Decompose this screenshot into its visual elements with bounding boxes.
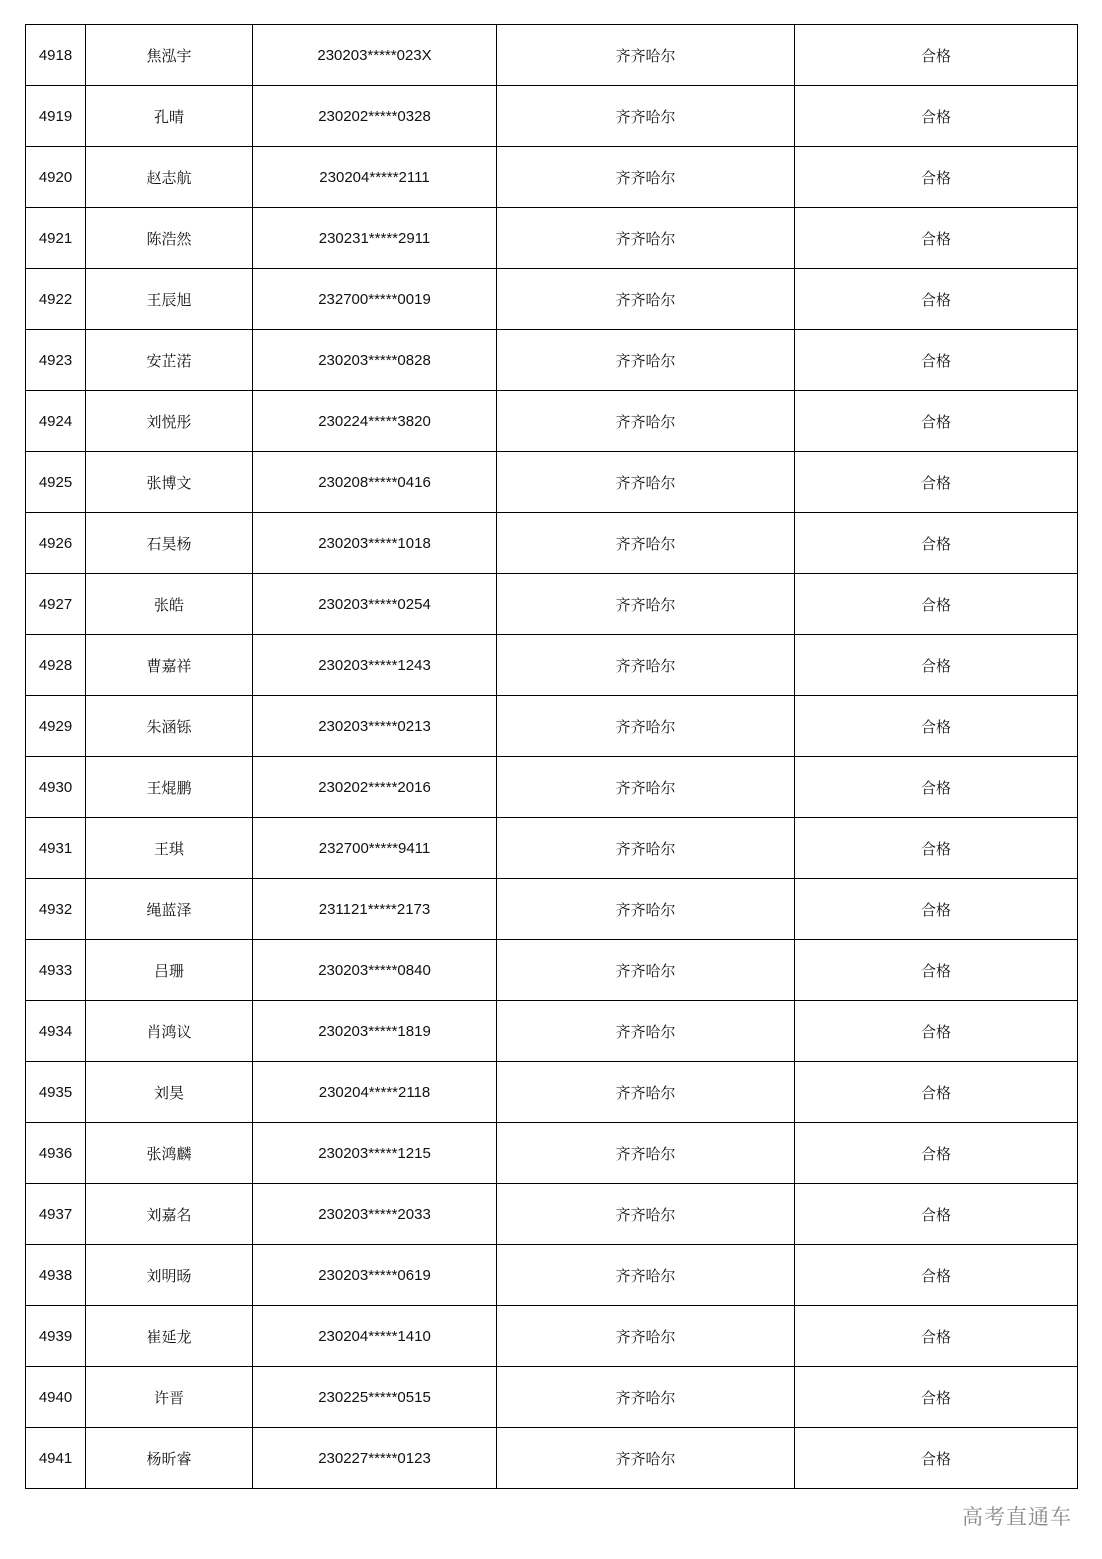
cell-id-number: 230204*****2111: [253, 147, 497, 208]
cell-city: 齐齐哈尔: [497, 25, 795, 86]
table-row: [26, 452, 1078, 513]
cell-id-number: 230224*****3820: [253, 391, 497, 452]
table-row: [26, 818, 1078, 879]
cell-candidate-name: 王焜鹏: [86, 757, 253, 818]
table-row: [26, 1184, 1078, 1245]
cell-result: 合格: [795, 757, 1078, 818]
cell-serial-number: 4933: [26, 940, 86, 1001]
cell-city: 齐齐哈尔: [497, 574, 795, 635]
cell-id-number: 230203*****0828: [253, 330, 497, 391]
cell-city: 齐齐哈尔: [497, 269, 795, 330]
cell-candidate-name: 张博文: [86, 452, 253, 513]
cell-id-number: 230225*****0515: [253, 1367, 497, 1428]
cell-serial-number: 4937: [26, 1184, 86, 1245]
cell-result: 合格: [795, 696, 1078, 757]
cell-serial-number: 4929: [26, 696, 86, 757]
cell-result: 合格: [795, 269, 1078, 330]
cell-serial-number: 4936: [26, 1123, 86, 1184]
cell-result: 合格: [795, 1062, 1078, 1123]
cell-serial-number: 4934: [26, 1001, 86, 1062]
table-row: [26, 879, 1078, 940]
table-row: [26, 574, 1078, 635]
cell-candidate-name: 安芷渃: [86, 330, 253, 391]
table-row: [26, 513, 1078, 574]
cell-id-number: 230231*****2911: [253, 208, 497, 269]
cell-serial-number: 4919: [26, 86, 86, 147]
cell-result: 合格: [795, 25, 1078, 86]
cell-candidate-name: 王琪: [86, 818, 253, 879]
cell-id-number: 230203*****1243: [253, 635, 497, 696]
cell-candidate-name: 许晋: [86, 1367, 253, 1428]
cell-candidate-name: 刘悦彤: [86, 391, 253, 452]
cell-result: 合格: [795, 940, 1078, 1001]
cell-serial-number: 4926: [26, 513, 86, 574]
cell-result: 合格: [795, 1428, 1078, 1489]
cell-city: 齐齐哈尔: [497, 208, 795, 269]
table-row: [26, 1245, 1078, 1306]
table-row: [26, 757, 1078, 818]
cell-candidate-name: 王辰旭: [86, 269, 253, 330]
cell-result: 合格: [795, 635, 1078, 696]
cell-candidate-name: 陈浩然: [86, 208, 253, 269]
cell-candidate-name: 张皓: [86, 574, 253, 635]
cell-result: 合格: [795, 1001, 1078, 1062]
cell-id-number: 230204*****2118: [253, 1062, 497, 1123]
cell-city: 齐齐哈尔: [497, 635, 795, 696]
cell-result: 合格: [795, 147, 1078, 208]
table-row: [26, 1367, 1078, 1428]
cell-serial-number: 4932: [26, 879, 86, 940]
cell-city: 齐齐哈尔: [497, 1367, 795, 1428]
cell-city: 齐齐哈尔: [497, 513, 795, 574]
cell-id-number: 230208*****0416: [253, 452, 497, 513]
cell-id-number: 230227*****0123: [253, 1428, 497, 1489]
cell-result: 合格: [795, 1245, 1078, 1306]
cell-serial-number: 4940: [26, 1367, 86, 1428]
table-row: [26, 147, 1078, 208]
cell-city: 齐齐哈尔: [497, 1123, 795, 1184]
cell-id-number: 230203*****1215: [253, 1123, 497, 1184]
table-row: [26, 86, 1078, 147]
cell-city: 齐齐哈尔: [497, 696, 795, 757]
cell-city: 齐齐哈尔: [497, 86, 795, 147]
table-row: [26, 269, 1078, 330]
cell-city: 齐齐哈尔: [497, 1245, 795, 1306]
cell-result: 合格: [795, 513, 1078, 574]
cell-id-number: 230203*****1018: [253, 513, 497, 574]
table-row: [26, 1123, 1078, 1184]
cell-candidate-name: 绳蓝泽: [86, 879, 253, 940]
cell-serial-number: 4920: [26, 147, 86, 208]
cell-id-number: 230204*****1410: [253, 1306, 497, 1367]
cell-serial-number: 4921: [26, 208, 86, 269]
cell-candidate-name: 曹嘉祥: [86, 635, 253, 696]
cell-serial-number: 4941: [26, 1428, 86, 1489]
cell-result: 合格: [795, 1123, 1078, 1184]
cell-city: 齐齐哈尔: [497, 879, 795, 940]
table-row: [26, 1062, 1078, 1123]
table-row: [26, 1001, 1078, 1062]
table-row: [26, 635, 1078, 696]
cell-city: 齐齐哈尔: [497, 452, 795, 513]
cell-city: 齐齐哈尔: [497, 1306, 795, 1367]
cell-id-number: 230203*****023X: [253, 25, 497, 86]
cell-id-number: 232700*****0019: [253, 269, 497, 330]
cell-serial-number: 4928: [26, 635, 86, 696]
cell-serial-number: 4930: [26, 757, 86, 818]
cell-result: 合格: [795, 1367, 1078, 1428]
cell-result: 合格: [795, 1184, 1078, 1245]
table-row: [26, 208, 1078, 269]
cell-candidate-name: 杨昕睿: [86, 1428, 253, 1489]
table-row: [26, 696, 1078, 757]
cell-candidate-name: 焦泓宇: [86, 25, 253, 86]
cell-city: 齐齐哈尔: [497, 1184, 795, 1245]
cell-serial-number: 4935: [26, 1062, 86, 1123]
cell-result: 合格: [795, 86, 1078, 147]
cell-id-number: 230202*****2016: [253, 757, 497, 818]
cell-candidate-name: 肖鸿议: [86, 1001, 253, 1062]
cell-result: 合格: [795, 452, 1078, 513]
roster-table: [25, 24, 1078, 1489]
cell-city: 齐齐哈尔: [497, 940, 795, 1001]
cell-serial-number: 4924: [26, 391, 86, 452]
cell-result: 合格: [795, 879, 1078, 940]
cell-serial-number: 4918: [26, 25, 86, 86]
cell-city: 齐齐哈尔: [497, 818, 795, 879]
cell-candidate-name: 刘昊: [86, 1062, 253, 1123]
cell-result: 合格: [795, 330, 1078, 391]
roster-body: [26, 25, 1078, 1489]
cell-serial-number: 4927: [26, 574, 86, 635]
cell-candidate-name: 石昊杨: [86, 513, 253, 574]
cell-id-number: 230203*****0619: [253, 1245, 497, 1306]
cell-id-number: 232700*****9411: [253, 818, 497, 879]
cell-serial-number: 4922: [26, 269, 86, 330]
cell-city: 齐齐哈尔: [497, 147, 795, 208]
cell-city: 齐齐哈尔: [497, 330, 795, 391]
cell-candidate-name: 张鸿麟: [86, 1123, 253, 1184]
cell-candidate-name: 孔晴: [86, 86, 253, 147]
cell-result: 合格: [795, 1306, 1078, 1367]
cell-city: 齐齐哈尔: [497, 1428, 795, 1489]
cell-id-number: 230203*****0254: [253, 574, 497, 635]
table-row: [26, 940, 1078, 1001]
cell-serial-number: 4939: [26, 1306, 86, 1367]
cell-serial-number: 4931: [26, 818, 86, 879]
cell-id-number: 230203*****1819: [253, 1001, 497, 1062]
cell-candidate-name: 刘明旸: [86, 1245, 253, 1306]
cell-candidate-name: 朱涵铄: [86, 696, 253, 757]
cell-id-number: 230203*****0840: [253, 940, 497, 1001]
cell-city: 齐齐哈尔: [497, 391, 795, 452]
cell-id-number: 231121*****2173: [253, 879, 497, 940]
table-row: [26, 1306, 1078, 1367]
cell-candidate-name: 赵志航: [86, 147, 253, 208]
cell-result: 合格: [795, 391, 1078, 452]
watermark-text: 高考直通车: [962, 1505, 1072, 1529]
cell-serial-number: 4938: [26, 1245, 86, 1306]
table-row: [26, 1428, 1078, 1489]
cell-result: 合格: [795, 208, 1078, 269]
table-row: [26, 391, 1078, 452]
cell-serial-number: 4925: [26, 452, 86, 513]
cell-id-number: 230202*****0328: [253, 86, 497, 147]
table-row: [26, 25, 1078, 86]
cell-candidate-name: 吕珊: [86, 940, 253, 1001]
cell-city: 齐齐哈尔: [497, 757, 795, 818]
cell-candidate-name: 刘嘉名: [86, 1184, 253, 1245]
cell-id-number: 230203*****0213: [253, 696, 497, 757]
cell-serial-number: 4923: [26, 330, 86, 391]
cell-id-number: 230203*****2033: [253, 1184, 497, 1245]
table-row: [26, 330, 1078, 391]
cell-result: 合格: [795, 574, 1078, 635]
cell-result: 合格: [795, 818, 1078, 879]
cell-city: 齐齐哈尔: [497, 1001, 795, 1062]
cell-city: 齐齐哈尔: [497, 1062, 795, 1123]
cell-candidate-name: 崔延龙: [86, 1306, 253, 1367]
